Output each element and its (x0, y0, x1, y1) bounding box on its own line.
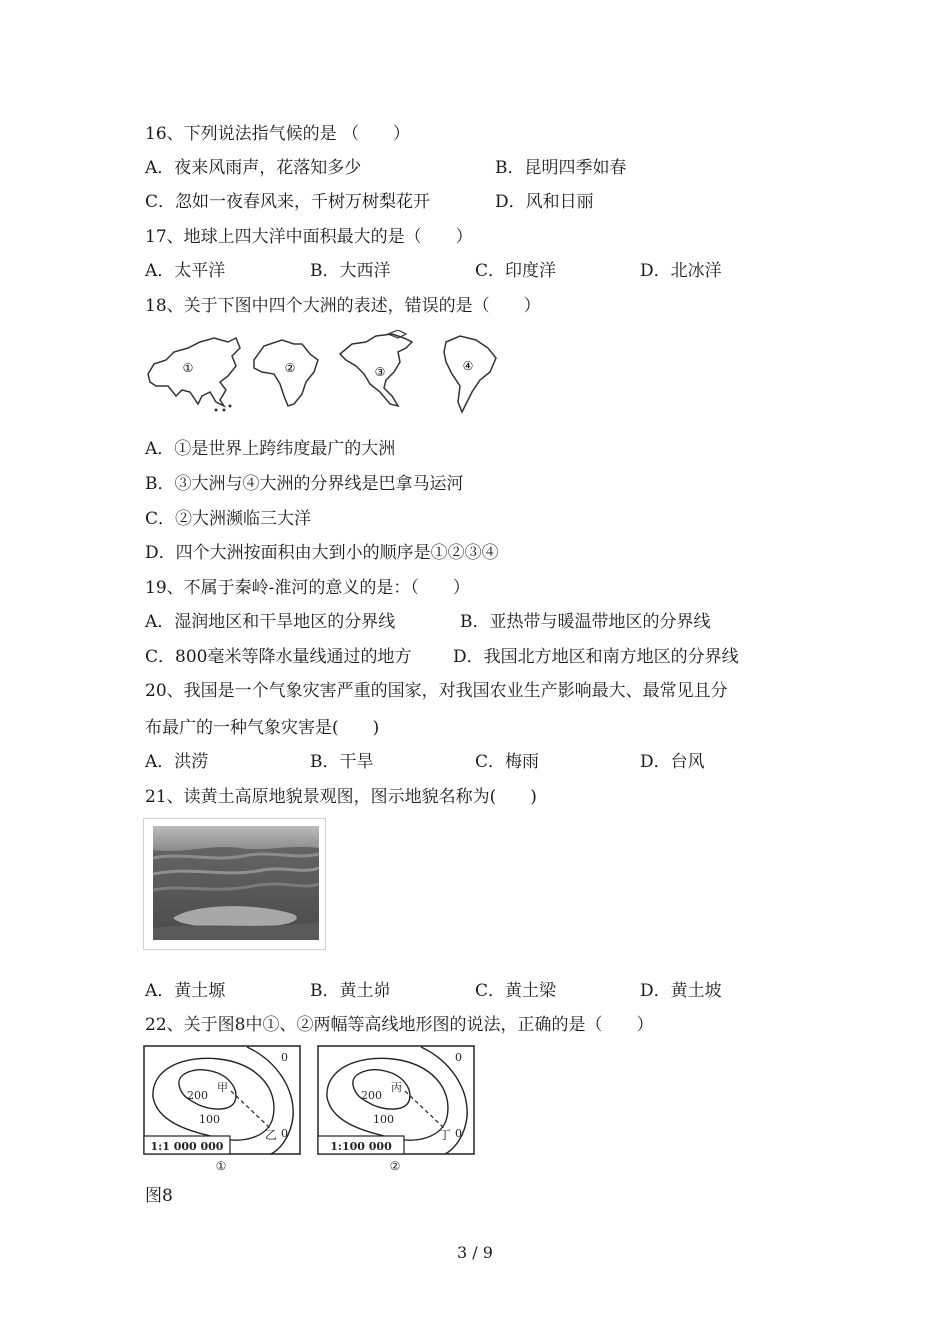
loess-plateau-photo (143, 818, 326, 950)
q16-stem: 16、下列说法指气候的是 （ ） (145, 124, 411, 144)
continent-label-1: ① (182, 361, 194, 375)
point-label-bing: 丙 (391, 1081, 402, 1094)
q19-option-b: B．亚热带与暖温带地区的分界线 (460, 612, 711, 632)
contour-map-2 (317, 1045, 477, 1175)
q21-option-c: C．黄土梁 (475, 981, 557, 1001)
contour-label-100: 100 (199, 1113, 220, 1126)
q16-option-d: D．风和日丽 (495, 192, 594, 212)
contour-label-200: 200 (187, 1089, 208, 1102)
q21-option-b: B．黄土峁 (310, 981, 391, 1001)
contour-label-0-bottom: 0 (455, 1127, 462, 1140)
q20-option-a: A．洪涝 (145, 752, 209, 772)
q20-option-c: C．梅雨 (475, 752, 540, 772)
contour-label-0-bottom: 0 (281, 1127, 288, 1140)
q20-stem-line2: 布最广的一种气象灾害是( ) (145, 718, 380, 738)
q17-option-c: C．印度洋 (475, 261, 557, 281)
contour-label-100: 100 (373, 1113, 394, 1126)
q17-stem: 17、地球上四大洋中面积最大的是（ ） (145, 227, 473, 247)
continents-figure (142, 330, 507, 418)
q21-stem: 21、读黄土高原地貌景观图，图示地貌名称为( ) (145, 787, 537, 807)
map-number-2: ② (389, 1159, 401, 1173)
continent-label-4: ④ (462, 359, 474, 373)
point-label-jia: 甲 (217, 1081, 228, 1094)
q16-option-c: C．忽如一夜春风来，千树万树梨花开 (145, 192, 431, 212)
asia-outline (148, 338, 240, 406)
figure-caption: 图8 (145, 1186, 173, 1206)
q19-option-c: C．800毫米等降水量线通过的地方 (145, 647, 412, 667)
contour-label-0-top: 0 (455, 1051, 462, 1064)
q18-option-a: A．①是世界上跨纬度最广的大洲 (145, 439, 396, 459)
q17-option-a: A．太平洋 (145, 261, 226, 281)
q16-option-a: A．夜来风雨声，花落知多少 (145, 158, 362, 178)
q20-stem-line1: 20、我国是一个气象灾害严重的国家，对我国农业生产影响最大、最常见且分 (145, 681, 728, 701)
q22-stem: 22、关于图8中①、②两幅等高线地形图的说法，正确的是（ ） (145, 1015, 654, 1035)
point-label-ding: 丁 (439, 1128, 452, 1142)
contour-label-0-top: 0 (281, 1051, 288, 1064)
q18-option-d: D．四个大洲按面积由大到小的顺序是①②③④ (145, 543, 499, 563)
map-number-1: ① (215, 1159, 227, 1173)
q18-option-b: B．③大洲与④大洲的分界线是巴拿马运河 (145, 474, 464, 494)
q19-option-d: D．我国北方地区和南方地区的分界线 (453, 647, 739, 667)
q17-option-b: B．大西洋 (310, 261, 391, 281)
continent-label-3: ③ (374, 365, 386, 379)
map-scale-1: 1:1 000 000 (150, 1140, 224, 1153)
contour-map-1 (143, 1045, 303, 1175)
q16-option-b: B．昆明四季如春 (495, 158, 627, 178)
q18-option-c: C．②大洲濒临三大洋 (145, 509, 312, 529)
q19-stem: 19、不属于秦岭-淮河的意义的是：（ ） (145, 578, 470, 598)
point-label-yi: 乙 (265, 1128, 278, 1142)
q20-option-b: B．干旱 (310, 752, 374, 772)
q21-option-d: D．黄土坡 (640, 981, 722, 1001)
q19-option-a: A．湿润地区和干旱地区的分界线 (145, 612, 396, 632)
q18-stem: 18、关于下图中四个大洲的表述，错误的是（ ） (145, 296, 541, 316)
contour-label-200: 200 (361, 1089, 382, 1102)
continent-label-2: ② (284, 361, 296, 375)
q17-option-d: D．北冰洋 (640, 261, 722, 281)
map-scale-2: 1:100 000 (330, 1140, 392, 1153)
south-america-outline (444, 336, 496, 412)
q21-option-a: A．黄土塬 (145, 981, 226, 1001)
q20-option-d: D．台风 (640, 752, 705, 772)
page-number: 3 / 9 (457, 1243, 493, 1262)
